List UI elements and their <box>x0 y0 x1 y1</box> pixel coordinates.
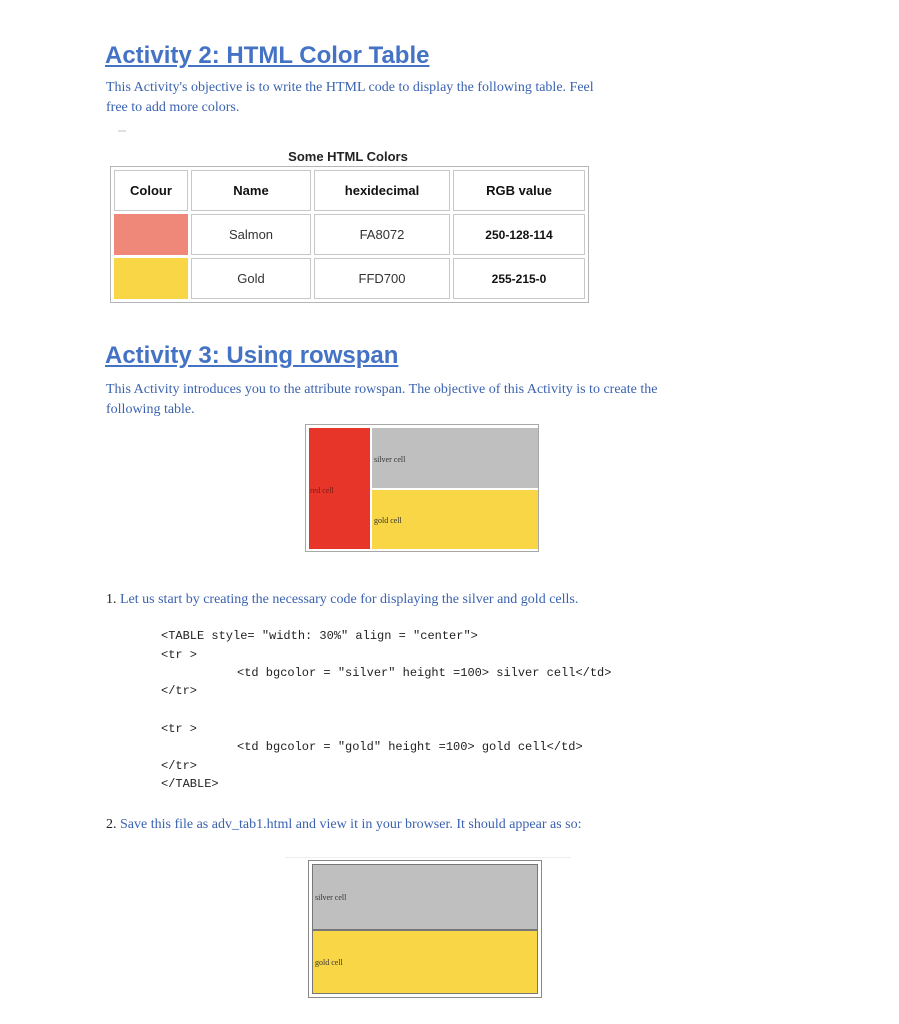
step-2-text: Save this file as adv_tab1.html and view it in your browser. It should appear as so: <box>120 817 582 832</box>
code-line: <TABLE style= "width: 30%" align = "center"> <box>161 629 478 643</box>
code-line: <tr > <box>161 722 198 736</box>
color-table-header-row <box>114 170 585 211</box>
step-2-number: 2. <box>106 817 117 832</box>
divider <box>285 857 571 858</box>
activity3-desc-line2: following table. <box>106 402 195 417</box>
activity2-title: Activity 2: HTML Color Table <box>105 42 430 69</box>
color-rgb-cell: 250-128-114 <box>453 214 585 255</box>
color-rgb-cell: 255-215-0 <box>453 258 585 299</box>
code-line: </tr> <box>161 759 198 773</box>
gold-cell <box>372 490 538 549</box>
result-silver-label: silver cell <box>315 893 347 902</box>
code-line: <td bgcolor = "silver" height =100> silver cell</td> <box>237 666 612 680</box>
header-rgb-value: RGB value <box>453 170 585 211</box>
salmon-swatch <box>114 214 188 255</box>
red-cell-label: red cell <box>310 486 334 495</box>
header-hexidecimal: hexidecimal <box>314 170 450 211</box>
code-line: <tr > <box>161 648 198 662</box>
gold-swatch <box>114 258 188 299</box>
color-table <box>110 166 589 303</box>
code-line: </TABLE> <box>161 777 219 791</box>
code-line: <td bgcolor = "gold" height =100> gold cell</td> <box>237 740 583 754</box>
step-2 <box>106 817 582 833</box>
color-name-cell: Gold <box>191 258 311 299</box>
silver-cell-label: silver cell <box>374 455 406 464</box>
result-example-table <box>308 860 542 998</box>
color-hex-cell: FFD700 <box>314 258 450 299</box>
step-1 <box>106 592 578 608</box>
code-line: </tr> <box>161 684 198 698</box>
table-row <box>114 258 585 299</box>
decorative-mark <box>118 130 126 132</box>
step-1-number: 1. <box>106 592 117 607</box>
color-name-cell: Salmon <box>191 214 311 255</box>
step-1-text: Let us start by creating the necessary code for displaying the silver and gold cells. <box>120 592 579 607</box>
silver-cell <box>372 428 538 488</box>
result-silver-cell <box>312 864 538 930</box>
red-cell <box>309 428 370 549</box>
activity3-title: Activity 3: Using rowspan <box>105 342 399 369</box>
header-name: Name <box>191 170 311 211</box>
activity2-desc-line2: free to add more colors. <box>106 100 240 115</box>
activity2-desc-line1: This Activity's objective is to write the HTML code to display the following table. Feel <box>106 80 594 95</box>
color-table-caption: Some HTML Colors <box>288 149 408 164</box>
table-row <box>114 214 585 255</box>
activity3-desc-line1: This Activity introduces you to the attribute rowspan. The objective of this Activity is to create the <box>106 382 658 397</box>
gold-cell-label: gold cell <box>374 516 402 525</box>
result-gold-label: gold cell <box>315 958 343 967</box>
rowspan-example-table <box>305 424 539 552</box>
color-hex-cell: FA8072 <box>314 214 450 255</box>
result-gold-cell <box>312 930 538 994</box>
header-colour: Colour <box>114 170 188 211</box>
